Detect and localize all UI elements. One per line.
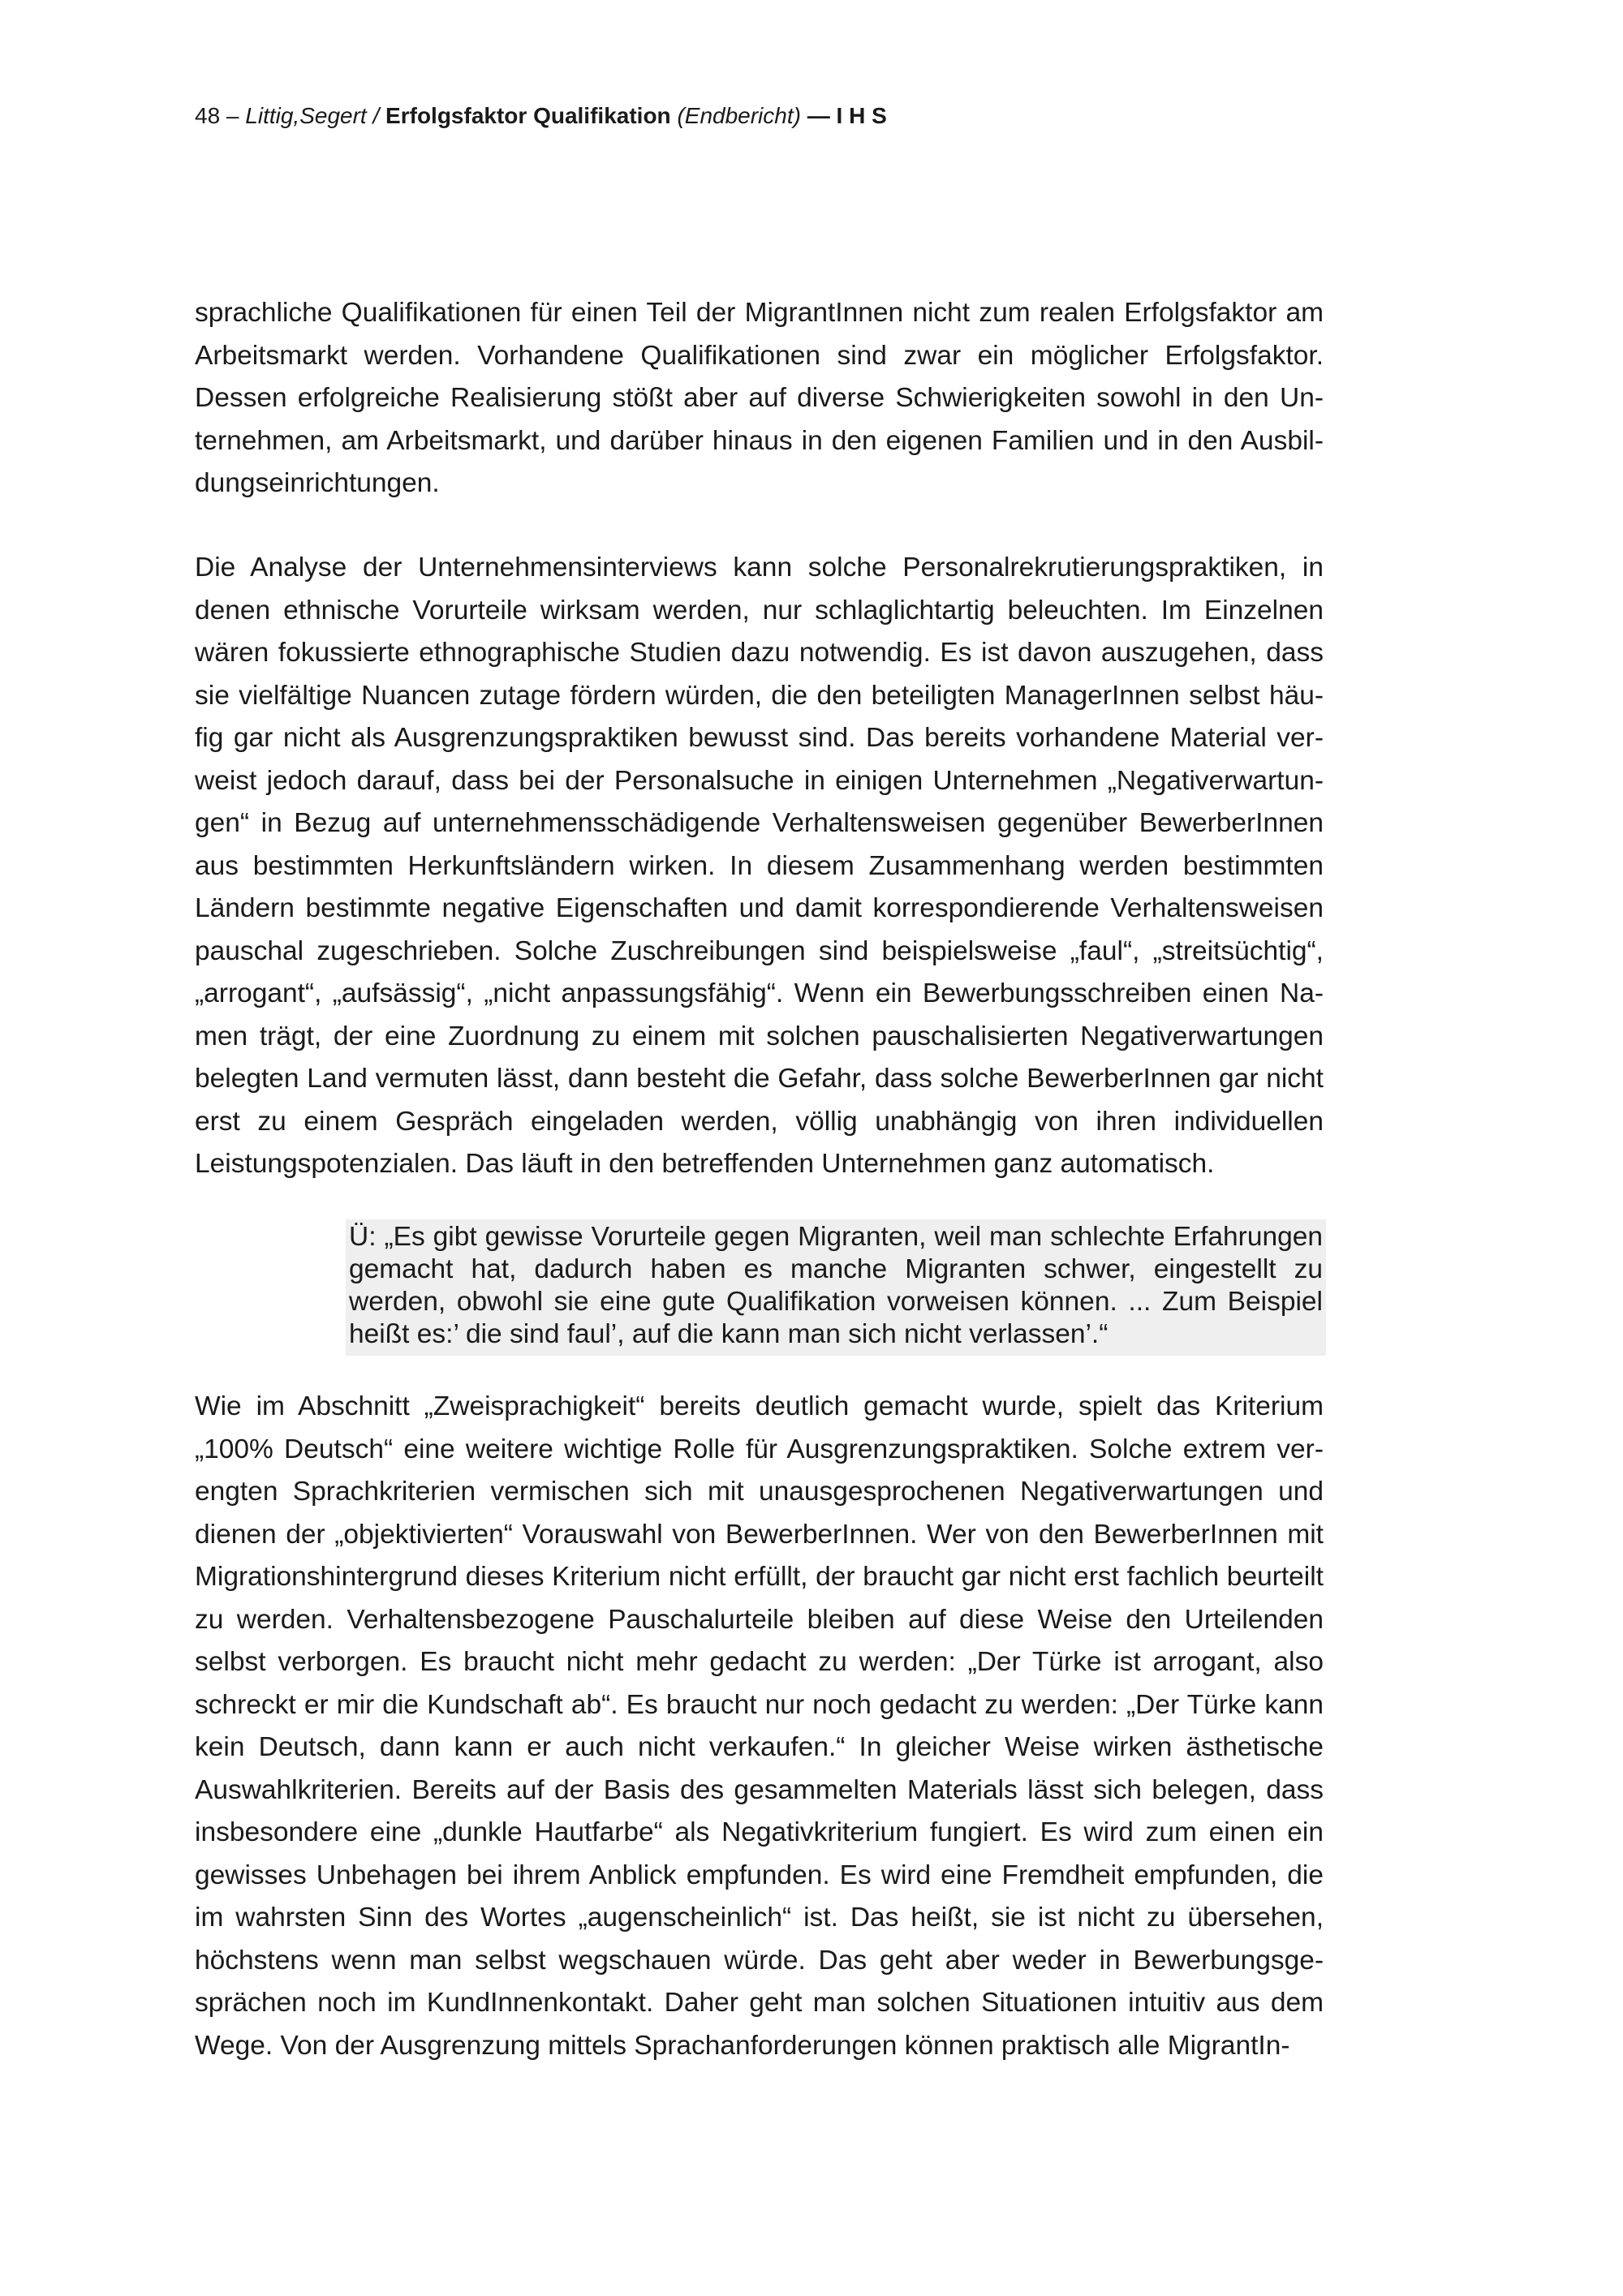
body-paragraph-2: Die Analyse der Unternehmensinterviews kann solche Personalrekrutierungspraktiken, in denen ethnische Vorurteile wirksam werden, nur schlaglichtartig beleuchten. Im Einzelnen wären fokussierte ethnographische Studien dazu notwendig. Es ist davon auszugehen, dass sie vielfältige Nuancen zutage fördern würden, die den beteiligten ManagerInnen selbst häufig gar nicht als Ausgrenzungspraktiken bewusst sind. Das bereits vorhandene Material verweist jedoch darauf, dass bei der Personalsuche in einigen Unternehmen „Negativerwartungen“ in Bezug auf unternehmensschädigende Verhaltensweisen gegenüber BewerberInnen aus bestimmten Herkunftsländern wirken. In diesem Zusammenhang werden bestimmten Ländern bestimmte negative Eigenschaften und damit korrespondierende Verhaltensweisen pauschal zugeschrieben. Solche Zuschreibungen sind beispielsweise „faul“, „streitsüchtig“, „arrogant“, „aufsässig“, „nicht anpassungsfähig“. Wenn ein Bewerbungsschreiben einen Namen trägt, der eine Zuordnung zu einem mit solchen pauschalisierten Negativerwartungen belegten Land vermuten lässt, dann besteht die Gefahr, dass solche BewerberInnen gar nicht erst zu einem Gespräch eingeladen werden, völlig unabhängig von ihren individuellen Leistungspotenzialen. Das läuft in den betreffenden Unternehmen ganz automatisch.	[195, 553, 1324, 1179]
body-paragraph-1: sprachliche Qualifikationen für einen Teil der MigrantInnen nicht zum realen Erfolgsfaktor am Arbeitsmarkt werden. Vorhandene Qualifikationen sind zwar ein möglicher Erfolgsfaktor. Dessen erfolgreiche Realisierung stößt aber auf diverse Schwierigkeiten sowohl in den Unternehmen, am Arbeitsmarkt, und darüber hinaus in den eigenen Familien und in den Ausbildungseinrichtungen.	[195, 298, 1324, 498]
header-report-type: (Endbericht)	[677, 103, 801, 128]
header-institute: — I H S	[807, 103, 887, 128]
running-header	[195, 102, 887, 130]
interview-quote: Ü: „Es gibt gewisse Vorurteile gegen Migranten, weil man schlechte Erfahrungen gemacht hat, dadurch haben es manche Migranten schwer, eingestellt zu werden, obwohl sie eine gute Qualifikation vorweisen können. ... Zum Beispiel heißt es:’ die sind faul’, auf die kann man sich nicht verlassen’.“	[346, 1219, 1326, 1356]
header-authors: Littig,Segert /	[245, 103, 380, 128]
header-title: Erfolgsfaktor Qualifikation	[385, 103, 671, 128]
body-paragraph-3: Wie im Abschnitt „Zweisprachigkeit“ bereits deutlich gemacht wurde, spielt das Kriterium „100% Deutsch“ eine weitere wichtige Rolle für Ausgrenzungspraktiken. Solche extrem verengten Sprachkriterien vermischen sich mit unausgesprochenen Negativerwartungen und dienen der „objektivierten“ Vorauswahl von BewerberInnen. Wer von den BewerberInnen mit Migrationshintergrund dieses Kriterium nicht erfüllt, der braucht gar nicht erst fachlich beurteilt zu werden. Verhaltensbezogene Pauschalurteile bleiben auf diese Weise den Urteilenden selbst verborgen. Es braucht nicht mehr gedacht zu werden: „Der Türke ist arrogant, also schreckt er mir die Kundschaft ab“. Es braucht nur noch gedacht zu werden: „Der Türke kann kein Deutsch, dann kann er auch nicht verkaufen.“ In gleicher Weise wirken ästhetische Auswahlkriterien. Bereits auf der Basis des gesammelten Materials lässt sich belegen, dass insbesondere eine „dunkle Hautfarbe“ als Negativkriterium fungiert. Es wird zum einen ein gewisses Unbehagen bei ihrem Anblick empfunden. Es wird eine Fremdheit empfunden, die im wahrsten Sinn des Wortes „augenscheinlich“ ist. Das heißt, sie ist nicht zu übersehen, höchstens wenn man selbst wegschauen würde. Das geht aber weder in Bewerbungsgesprächen noch im KundInnenkontakt. Daher geht man solchen Situationen intuitiv aus dem Wege. Von der Ausgrenzung mittels Sprachanforderungen können praktisch alle MigrantIn-	[195, 1391, 1324, 2061]
page-number: 48 –	[195, 103, 239, 128]
